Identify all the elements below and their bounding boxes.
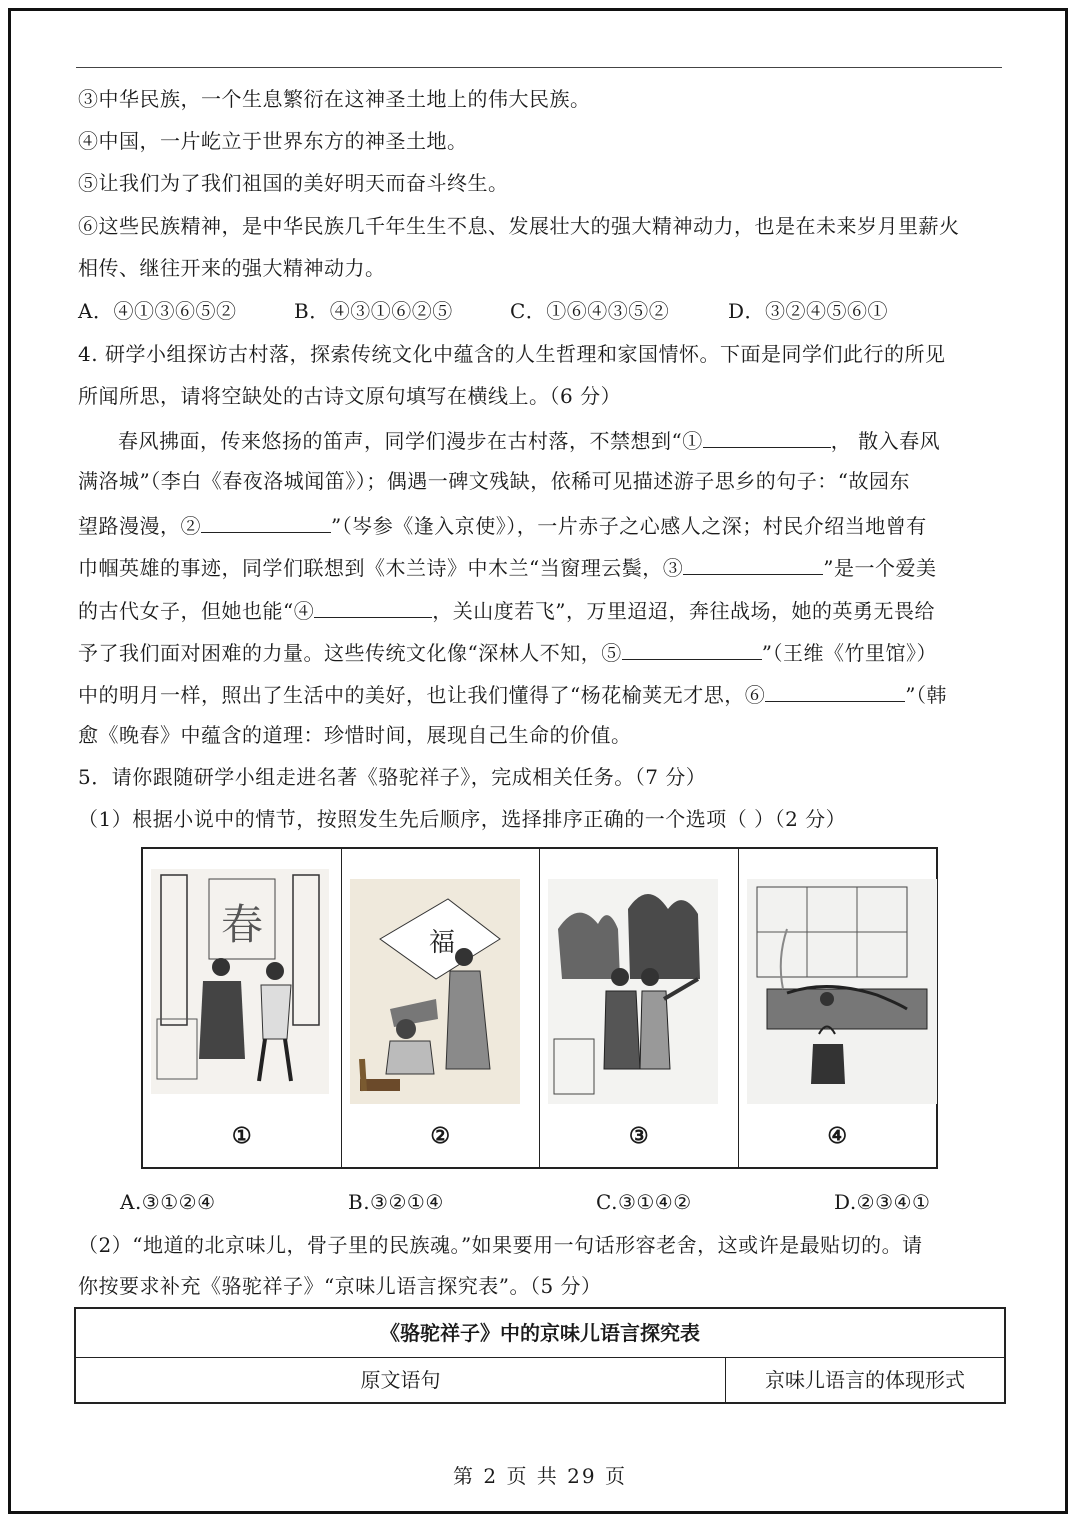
q4-text: ”（王维《竹里馆》） xyxy=(761,641,937,665)
q4-text: 巾帼英雄的事迹，同学们联想到《木兰诗》中木兰“当窗理云鬓，③ xyxy=(78,556,684,580)
panel-number: ③ xyxy=(628,1123,649,1149)
page-footer: 第 2 页 共 29 页 xyxy=(453,1464,627,1488)
q4-passage-line1 xyxy=(118,427,940,453)
table-header-original-sentence: 原文语句 xyxy=(76,1357,726,1404)
q5-choice-d: D.②③④① xyxy=(834,1190,931,1214)
fill-blank-2[interactable] xyxy=(201,512,331,533)
q4-passage-line7 xyxy=(78,681,947,707)
list-item-3: ③中华民族，一个生息繁衍在这神圣土地上的伟大民族。 xyxy=(78,87,591,111)
q3-option-d: D．③②④⑤⑥① xyxy=(728,299,889,323)
illustration-panel-2 xyxy=(342,849,541,1167)
q4-passage-line4 xyxy=(78,554,936,580)
header-rule xyxy=(76,67,1002,68)
q5-sub2-line1: （2）“地道的北京味儿，骨子里的民族魂。”如果要用一句话形容老舍，这或许是最贴切的。请 xyxy=(78,1233,923,1257)
q4-text: 中的明月一样，照出了生活中的美好，也让我们懂得了“杨花榆荚无才思，⑥ xyxy=(78,683,766,707)
ink-illustration-2 xyxy=(350,869,528,1109)
list-item-6-line1: ⑥这些民族精神，是中华民族几千年生生不息、发展壮大的强大精神动力，也是在未来岁月里薪火 xyxy=(78,214,960,238)
q4-text: 春风拂面，传来悠扬的笛声，同学们漫步在古村落，不禁想到“① xyxy=(118,429,703,453)
panel-number: ④ xyxy=(827,1123,848,1149)
q4-passage-line5 xyxy=(78,597,935,623)
ink-illustration-4 xyxy=(747,869,937,1109)
q4-passage-line6 xyxy=(78,639,937,665)
svg-text:福: 福 xyxy=(428,928,455,958)
q4-passage-line2: 满洛城”（李白《春夜洛城闻笛》）；偶遇一碑文残缺，依稀可见描述游子思乡的句子：“故园东 xyxy=(78,469,910,493)
list-item-5: ⑤让我们为了我们祖国的美好明天而奋斗终生。 xyxy=(78,171,509,195)
q4-text: ， 散入春风 xyxy=(830,429,941,453)
language-research-table xyxy=(74,1307,1006,1404)
list-item-6-line2: 相传、继往开来的强大精神动力。 xyxy=(78,256,386,280)
table-header-expression-form: 京味儿语言的体现形式 xyxy=(765,1368,965,1392)
q4-text: 予了我们面对困难的力量。这些传统文化像“深林人不知，⑤ xyxy=(78,641,622,665)
q3-option-c: C．①⑥④③⑤② xyxy=(510,299,670,323)
q5-choice-a: A.③①②④ xyxy=(120,1190,216,1214)
fill-blank-3[interactable] xyxy=(683,554,823,575)
q4-text: ”（岑参《逢入京使》），一片赤子之心感人之深；村民介绍当地曾有 xyxy=(331,514,927,538)
q3-options xyxy=(78,299,1008,323)
fill-blank-5[interactable] xyxy=(622,639,762,660)
q4-text: ，关山度若飞”，万里迢迢，奔往战场，她的英勇无畏给 xyxy=(432,599,935,623)
illustration-panel-4 xyxy=(739,849,937,1167)
q4-passage-line3 xyxy=(78,512,927,538)
q3-option-a: A．④①③⑥⑤② xyxy=(78,299,237,323)
illustration-panel-1 xyxy=(143,849,342,1167)
q4-prompt-line1: 4. 研学小组探访古村落，探索传统文化中蕴含的人生哲理和家国情怀。下面是同学们此行的所见 xyxy=(78,342,946,366)
fill-blank-6[interactable] xyxy=(765,681,905,702)
q4-prompt-line2: 所闻所思，请将空缺处的古诗文原句填写在横线上。（6 分） xyxy=(78,384,622,408)
q5-choices xyxy=(120,1190,950,1214)
ink-illustration-3 xyxy=(548,869,726,1104)
panel-number: ② xyxy=(430,1123,451,1149)
illustration-panel-3 xyxy=(540,849,739,1167)
q5-sub1: （1）根据小说中的情节，按照发生先后顺序，选择排序正确的一个选项（ ）（2 分） xyxy=(78,807,847,831)
q5-choice-c: C.③①④② xyxy=(596,1190,692,1214)
table-title: 《骆驼祥子》中的京味儿语言探究表 xyxy=(76,1309,1004,1358)
panel-number: ① xyxy=(231,1123,252,1149)
fill-blank-1[interactable] xyxy=(703,427,831,448)
q4-text: ”（韩 xyxy=(905,683,947,707)
q3-option-b: B．④③①⑥②⑤ xyxy=(294,299,453,323)
svg-text:春: 春 xyxy=(220,900,264,949)
fill-blank-4[interactable] xyxy=(314,597,432,618)
q4-passage-line8: 愈《晚春》中蕴含的道理：珍惜时间，展现自己生命的价值。 xyxy=(78,723,632,747)
q4-text: ”是一个爱美 xyxy=(823,556,937,580)
q5-title: 5．请你跟随研学小组走进名著《骆驼祥子》，完成相关任务。（7 分） xyxy=(78,765,707,789)
ink-illustration-1 xyxy=(151,869,329,1094)
q4-text: 望路漫漫，② xyxy=(78,514,201,538)
list-item-4: ④中国，一片屹立于世界东方的神圣土地。 xyxy=(78,129,468,153)
q5-sub2-line2: 你按要求补充《骆驼祥子》“京味儿语言探究表”。（5 分） xyxy=(78,1274,602,1298)
illustration-strip xyxy=(141,847,938,1169)
q4-text: 的古代女子，但她也能“④ xyxy=(78,599,315,623)
q5-choice-b: B.③②①④ xyxy=(348,1190,444,1214)
